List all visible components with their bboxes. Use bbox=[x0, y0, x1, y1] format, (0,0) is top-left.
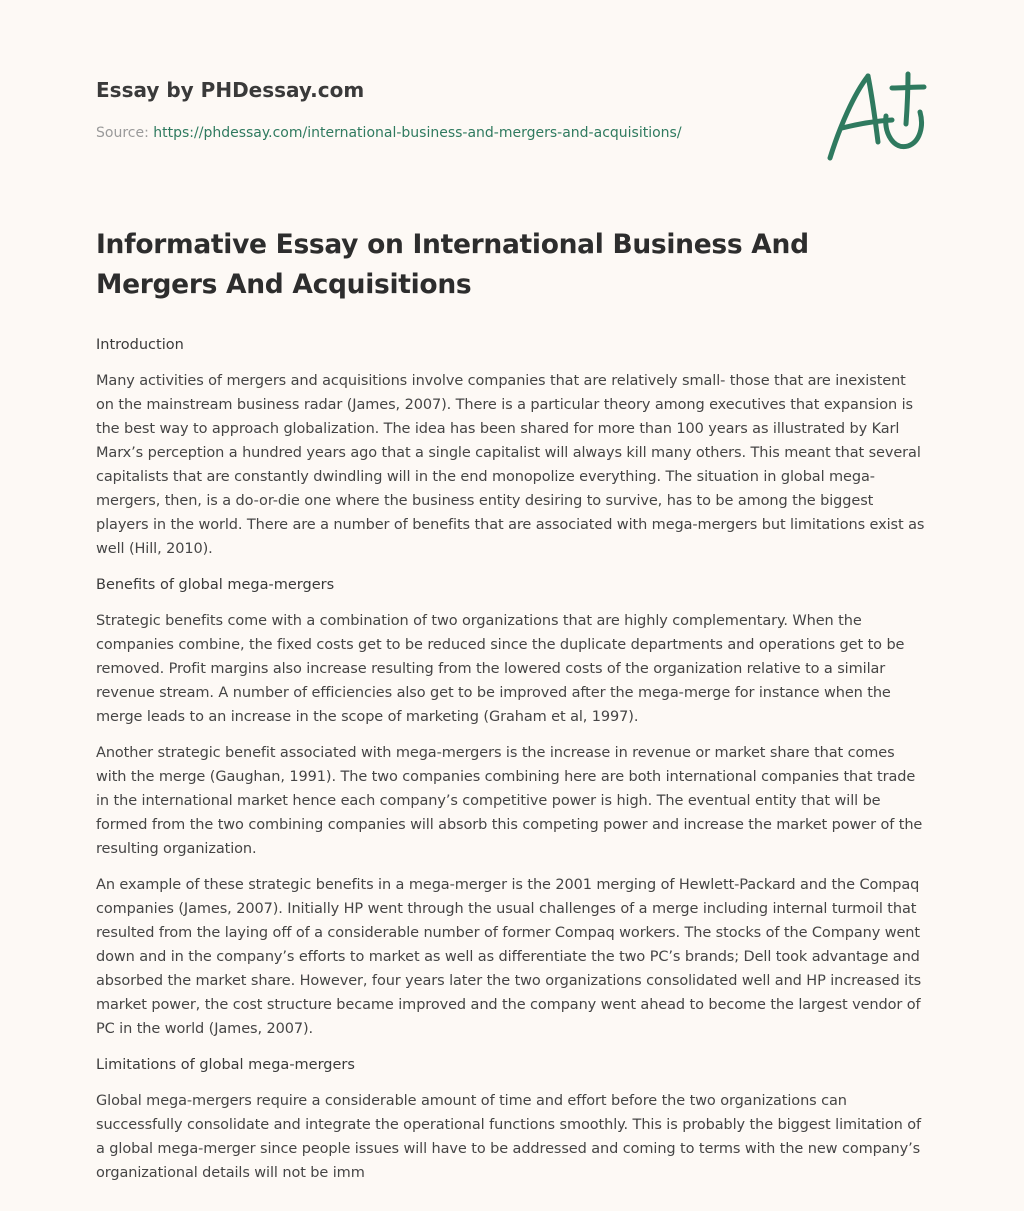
page-header bbox=[96, 74, 796, 143]
section-heading-benefits: Benefits of global mega-mergers bbox=[96, 577, 335, 593]
source-line bbox=[96, 123, 796, 143]
source-link[interactable]: https://phdessay.com/international-business-and-mergers-and-acquisitions/ bbox=[153, 125, 682, 141]
a-plus-logo-icon bbox=[822, 66, 928, 166]
paragraph: An example of these strategic benefits in a mega-merger is the 2001 merging of Hewlett-Packard and the Compaq companies (James, 2007). Initially HP went through the usual challenges of a merge including internal turmoil that resulted from the laying off of a considerable number of former Compaq workers. The stocks of the Company went down and in the company’s efforts to market as well as differentiate the two PC’s brands; Dell took advantage and absorbed the market share. However, four years later the two organizations consolidated well and HP increased its market power, the cost structure became improved and the company went ahead to become the largest vendor of PC in the world (James, 2007). bbox=[96, 877, 922, 1037]
paragraph: Global mega-mergers require a considerable amount of time and effort before the two organizations can successfully consolidate and integrate the operational functions smoothly. This is probably the biggest limitation of a global mega-merger since people issues will have to be addressed and coming to terms with the new company’s organizational details will not be imm bbox=[96, 1093, 921, 1181]
essay-content bbox=[96, 225, 928, 1197]
paragraph: Many activities of mergers and acquisitions involve companies that are relatively small- those that are inexistent on the mainstream business radar (James, 2007). There is a particular theory among executives that expansion is the best way to approach globalization. The idea has been shared for more than 100 years as illustrated by Karl Marx’s perception a hundred years ago that a single capitalist will always kill many others. This meant that several capitalists that are constantly dwindling will in the end monopolize everything. The situation in global mega-mergers, then, is a do-or-die one where the business entity desiring to survive, has to be among the biggest players in the world. There are a number of benefits that are associated with mega-mergers but limitations exist as well (Hill, 2010). bbox=[96, 373, 925, 557]
section-heading-limitations: Limitations of global mega-mergers bbox=[96, 1057, 355, 1073]
paragraph: Strategic benefits come with a combination of two organizations that are highly complementary. When the companies combine, the fixed costs get to be reduced since the duplicate departments and operations get to be removed. Profit margins also increase resulting from the lowered costs of the organization relative to a similar revenue stream. A number of efficiencies also get to be improved after the mega-merge for instance when the merge leads to an increase in the scope of marketing (Graham et al, 1997). bbox=[96, 613, 905, 725]
source-label: Source: bbox=[96, 125, 154, 141]
paragraph: Another strategic benefit associated with mega-mergers is the increase in revenue or market share that comes with the merge (Gaughan, 1991). The two companies combining here are both international companies that trade in the international market hence each company’s competitive power is high. The eventual entity that will be formed from the two combining companies will absorb this competing power and increase the market power of the resulting organization. bbox=[96, 745, 923, 857]
section-heading-introduction: Introduction bbox=[96, 337, 184, 353]
site-title: Essay by PHDessay.com bbox=[96, 78, 365, 102]
essay-title: Informative Essay on International Business And Mergers And Acquisitions bbox=[96, 229, 809, 300]
